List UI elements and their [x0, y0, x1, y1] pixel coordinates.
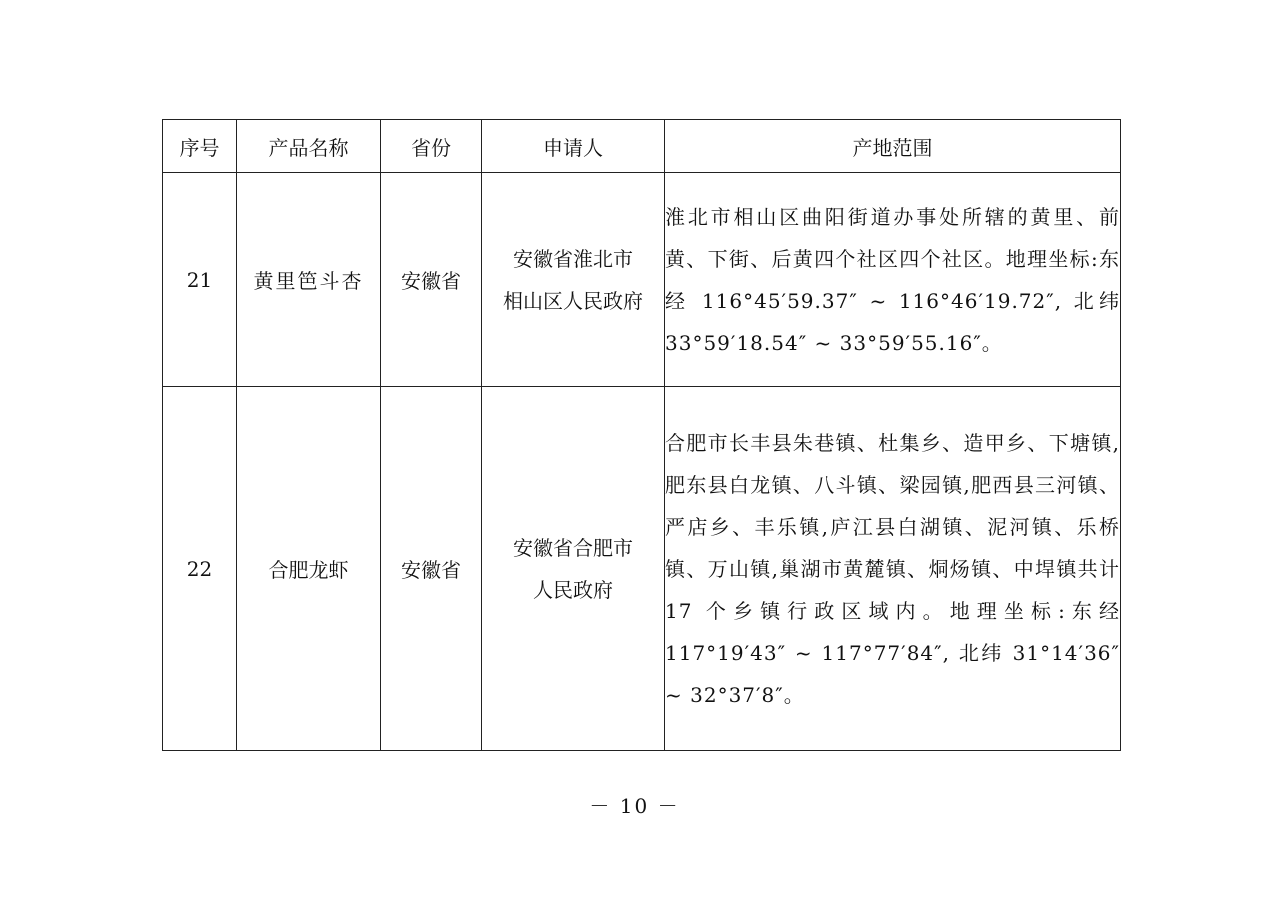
product-table: [162, 119, 1121, 751]
cell-province: 安徽省: [381, 387, 482, 751]
cell-serial: 22: [163, 387, 237, 751]
cell-serial: 21: [163, 173, 237, 387]
page-number: － 10 －: [589, 794, 680, 818]
table-row: [163, 173, 1121, 387]
table-row: [163, 387, 1121, 751]
table-header-row: [163, 120, 1121, 173]
applicant-line: 安徽省淮北市: [513, 246, 633, 271]
applicant-line: 安徽省合肥市: [513, 535, 633, 560]
cell-production-range: 合肥市长丰县朱巷镇、杜集乡、造甲乡、下塘镇,肥东县白龙镇、八斗镇、梁园镇,肥西县三河镇、严店乡、丰乐镇,庐江县白湖镇、泥河镇、乐桥镇、万山镇,巢湖市黄麓镇、烔炀镇、中垾镇共计 17 个乡镇行政区域内。地理坐标:东经 117°19′43″ ~ 117°77′84″, 北纬 31°14′36″ ~ 32°37′8″。: [665, 387, 1121, 751]
cell-applicant: [482, 173, 665, 387]
cell-applicant: [482, 387, 665, 751]
header-applicant: 申请人: [482, 120, 665, 173]
header-product-name: 产品名称: [237, 120, 381, 173]
applicant-line: 人民政府: [533, 577, 613, 602]
header-province: 省份: [381, 120, 482, 173]
header-serial: 序号: [163, 120, 237, 173]
cell-product-name: 黄里笆斗杏: [237, 173, 381, 387]
cell-province: 安徽省: [381, 173, 482, 387]
applicant-line: 相山区人民政府: [503, 288, 643, 313]
cell-product-name: 合肥龙虾: [237, 387, 381, 751]
cell-production-range: 淮北市相山区曲阳街道办事处所辖的黄里、前黄、下街、后黄四个社区四个社区。地理坐标:东经 116°45′59.37″ ~ 116°46′19.72″, 北纬 33°59′18.54″ ~ 33°59′55.16″。: [665, 173, 1121, 387]
header-production-range: 产地范围: [665, 120, 1121, 173]
